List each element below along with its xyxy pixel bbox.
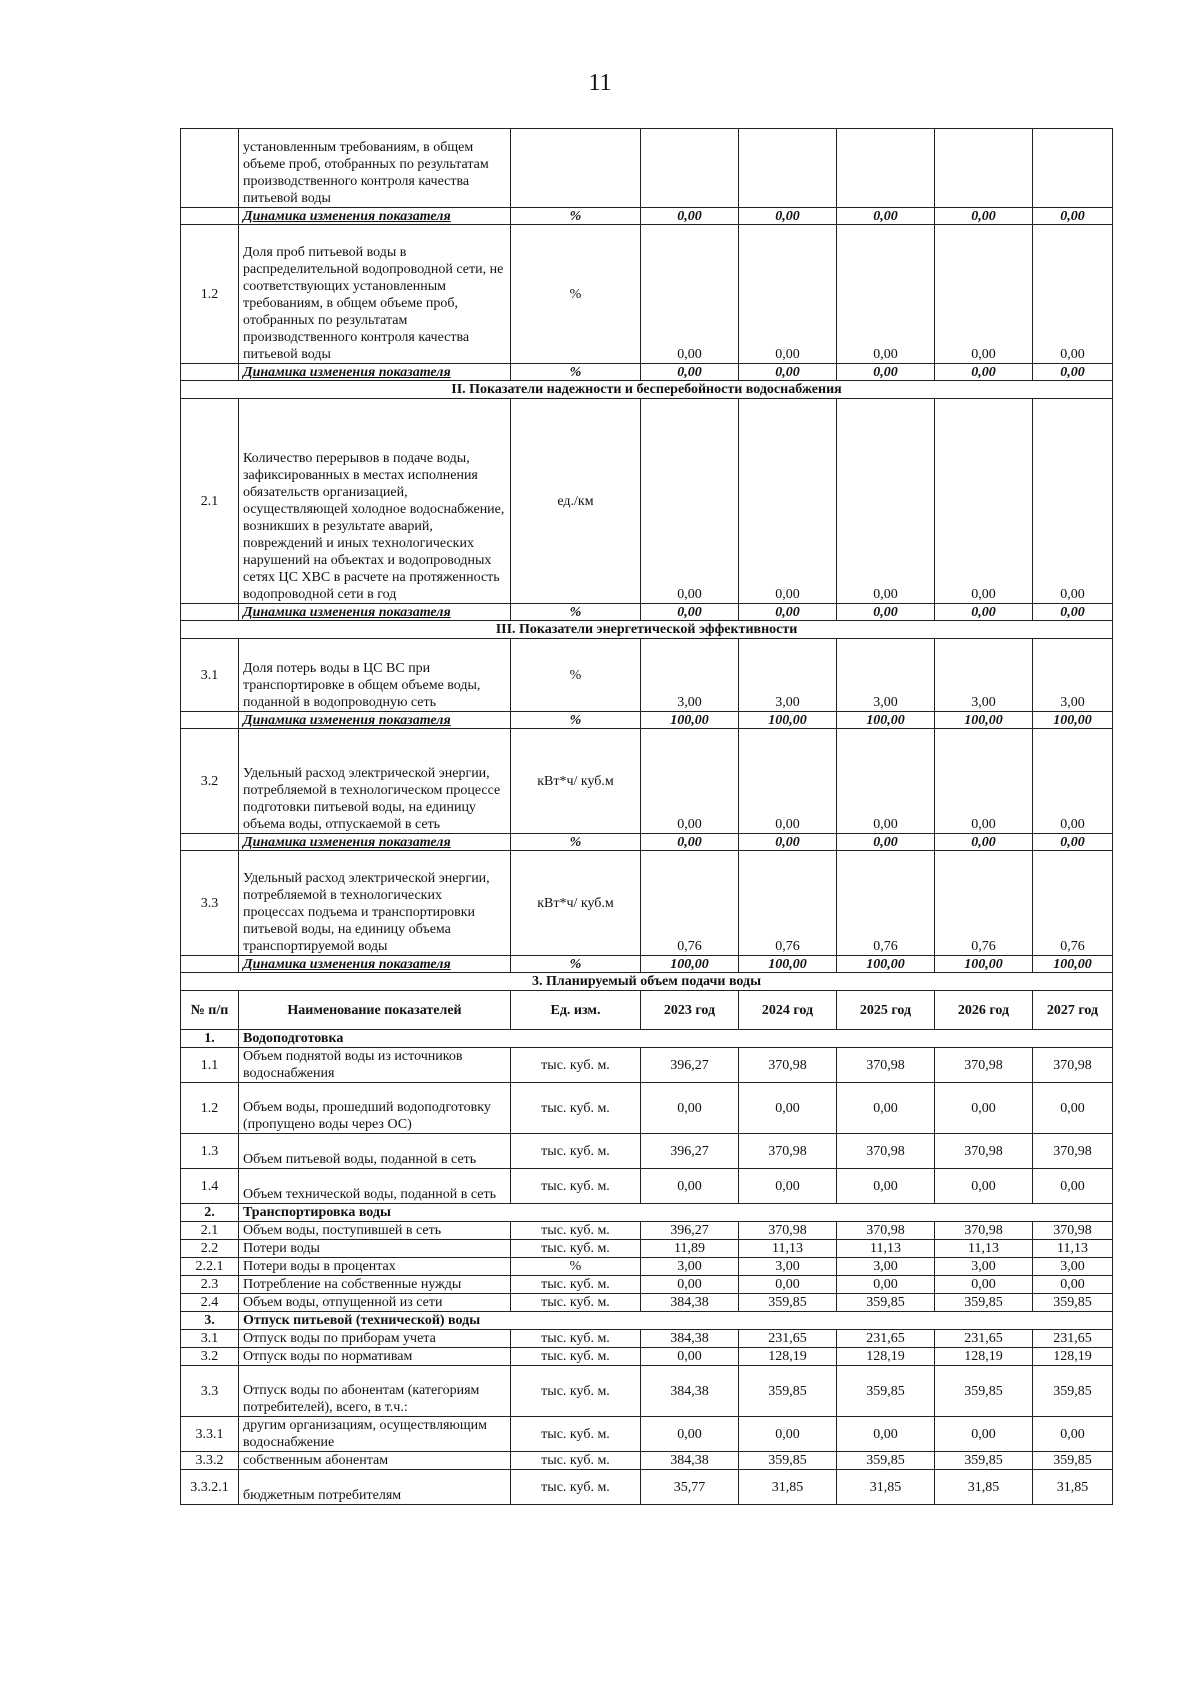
header-row	[181, 991, 1113, 1030]
column-header: 2023 год	[641, 991, 739, 1030]
value-cell: 370,98	[1033, 1222, 1113, 1240]
dynamics-row	[181, 364, 1113, 381]
value-cell: 0,00	[1033, 399, 1113, 604]
unit: тыс. куб. м.	[511, 1452, 641, 1470]
value-cell: 0,00	[739, 225, 837, 364]
value-cell: 100,00	[837, 956, 935, 973]
value-cell: 0,00	[1033, 1083, 1113, 1134]
value-cell: 0,00	[837, 1083, 935, 1134]
value-cell: 3,00	[935, 639, 1033, 712]
value-cell: 0,00	[641, 604, 739, 621]
value-cell: 0,00	[837, 1276, 935, 1294]
value-cell	[935, 129, 1033, 208]
indicator-name: Динамика изменения показателя	[239, 364, 511, 381]
row-number: 3.1	[181, 639, 239, 712]
value-cell: 231,65	[935, 1330, 1033, 1348]
part2-body	[181, 973, 1113, 1505]
value-cell: 0,00	[739, 834, 837, 851]
value-cell: 0,00	[837, 729, 935, 834]
volume-row	[181, 1048, 1113, 1083]
unit: тыс. куб. м.	[511, 1294, 641, 1312]
indicator-row	[181, 225, 1113, 364]
unit: тыс. куб. м.	[511, 1134, 641, 1169]
row-number: 1.3	[181, 1134, 239, 1169]
value-cell: 0,00	[1033, 729, 1113, 834]
value-cell: 0,00	[641, 729, 739, 834]
value-cell: 3,00	[1033, 1258, 1113, 1276]
column-header: 2025 год	[837, 991, 935, 1030]
unit: ед./км	[511, 399, 641, 604]
value-cell: 128,19	[1033, 1348, 1113, 1366]
row-number	[181, 604, 239, 621]
value-cell: 359,85	[1033, 1366, 1113, 1417]
group-row	[181, 1204, 1113, 1222]
value-cell: 370,98	[739, 1134, 837, 1169]
unit	[511, 129, 641, 208]
value-cell: 359,85	[837, 1452, 935, 1470]
value-cell: 128,19	[837, 1348, 935, 1366]
value-cell: 396,27	[641, 1134, 739, 1169]
unit: %	[511, 712, 641, 729]
indicator-name: Объем воды, отпущенной из сети	[239, 1294, 511, 1312]
section-title: III. Показатели энергетической эффективности	[181, 621, 1113, 639]
indicator-name: Объем питьевой воды, поданной в сеть	[239, 1134, 511, 1169]
value-cell: 370,98	[739, 1222, 837, 1240]
row-number: 2.2	[181, 1240, 239, 1258]
volume-row	[181, 1134, 1113, 1169]
row-number: 2.2.1	[181, 1258, 239, 1276]
value-cell: 0,00	[739, 364, 837, 381]
row-number: 2.4	[181, 1294, 239, 1312]
section-row	[181, 381, 1113, 399]
value-cell: 231,65	[1033, 1330, 1113, 1348]
row-number: 2.1	[181, 399, 239, 604]
value-cell: 0,00	[1033, 208, 1113, 225]
value-cell: 11,13	[739, 1240, 837, 1258]
value-cell: 396,27	[641, 1222, 739, 1240]
value-cell: 384,38	[641, 1330, 739, 1348]
value-cell: 0,76	[641, 851, 739, 956]
value-cell: 3,00	[935, 1258, 1033, 1276]
indicator-name: собственным абонентам	[239, 1452, 511, 1470]
column-header: № п/п	[181, 991, 239, 1030]
value-cell: 359,85	[739, 1294, 837, 1312]
value-cell: 370,98	[935, 1222, 1033, 1240]
value-cell: 0,00	[739, 208, 837, 225]
unit: тыс. куб. м.	[511, 1417, 641, 1452]
value-cell: 0,00	[641, 834, 739, 851]
value-cell: 359,85	[935, 1452, 1033, 1470]
value-cell: 0,76	[739, 851, 837, 956]
indicator-name: Количество перерывов в подаче воды, зафиксированных в местах исполнения обязательств организацией, осуществляющей холодное водоснабжение, возникших в результате аварий, повреждений и иных технологических нарушений на объектах и водопроводных сетях ЦС ХВС в расчете на протяженность водопроводной сети в год	[239, 399, 511, 604]
value-cell: 0,76	[935, 851, 1033, 956]
row-number: 2.1	[181, 1222, 239, 1240]
value-cell: 100,00	[837, 712, 935, 729]
group-row	[181, 1312, 1113, 1330]
value-cell: 0,76	[1033, 851, 1113, 956]
value-cell: 0,00	[1033, 364, 1113, 381]
value-cell: 0,00	[641, 399, 739, 604]
row-number: 3.2	[181, 1348, 239, 1366]
value-cell: 0,00	[837, 208, 935, 225]
row-number	[181, 364, 239, 381]
value-cell: 359,85	[837, 1366, 935, 1417]
row-number: 3.2	[181, 729, 239, 834]
value-cell	[739, 129, 837, 208]
value-cell: 100,00	[641, 712, 739, 729]
dynamics-row	[181, 604, 1113, 621]
dynamics-row	[181, 834, 1113, 851]
unit: тыс. куб. м.	[511, 1048, 641, 1083]
indicator-row	[181, 129, 1113, 208]
value-cell: 100,00	[739, 956, 837, 973]
value-cell: 31,85	[1033, 1470, 1113, 1505]
unit: тыс. куб. м.	[511, 1276, 641, 1294]
indicator-name: Отпуск воды по приборам учета	[239, 1330, 511, 1348]
indicators-table	[180, 128, 1113, 1505]
unit: кВт*ч/ куб.м	[511, 851, 641, 956]
value-cell: 11,13	[1033, 1240, 1113, 1258]
indicator-name: Удельный расход электрической энергии, потребляемой в технологическом процессе подготовки питьевой воды, на единицу объема воды, отпускаемой в сеть	[239, 729, 511, 834]
value-cell: 359,85	[739, 1366, 837, 1417]
value-cell: 0,00	[739, 729, 837, 834]
section-row	[181, 973, 1113, 991]
value-cell: 0,00	[837, 225, 935, 364]
value-cell: 231,65	[837, 1330, 935, 1348]
indicator-name: Объем воды, поступившей в сеть	[239, 1222, 511, 1240]
indicator-name: Отпуск воды по нормативам	[239, 1348, 511, 1366]
row-number: 1.2	[181, 225, 239, 364]
indicator-name: Объем воды, прошедший водоподготовку (пропущено воды через ОС)	[239, 1083, 511, 1134]
value-cell: 3,00	[1033, 639, 1113, 712]
row-number: 1.1	[181, 1048, 239, 1083]
value-cell: 31,85	[935, 1470, 1033, 1505]
value-cell: 0,00	[935, 208, 1033, 225]
value-cell: 0,00	[641, 1417, 739, 1452]
value-cell: 100,00	[1033, 712, 1113, 729]
dynamics-row	[181, 712, 1113, 729]
indicator-name: Объем технической воды, поданной в сеть	[239, 1169, 511, 1204]
value-cell	[1033, 129, 1113, 208]
row-number: 3.3.2.1	[181, 1470, 239, 1505]
group-title: Водоподготовка	[239, 1030, 1113, 1048]
row-number	[181, 712, 239, 729]
unit: %	[511, 208, 641, 225]
unit: тыс. куб. м.	[511, 1222, 641, 1240]
row-number	[181, 208, 239, 225]
indicator-row	[181, 851, 1113, 956]
row-number: 3.3.2	[181, 1452, 239, 1470]
indicator-row	[181, 639, 1113, 712]
value-cell: 370,98	[837, 1134, 935, 1169]
value-cell: 396,27	[641, 1048, 739, 1083]
indicator-name: Динамика изменения показателя	[239, 208, 511, 225]
value-cell: 0,00	[1033, 834, 1113, 851]
value-cell: 0,00	[935, 729, 1033, 834]
indicator-name: Потери воды	[239, 1240, 511, 1258]
value-cell: 0,00	[935, 225, 1033, 364]
indicator-name: Динамика изменения показателя	[239, 604, 511, 621]
value-cell: 100,00	[1033, 956, 1113, 973]
value-cell: 384,38	[641, 1294, 739, 1312]
unit: тыс. куб. м.	[511, 1240, 641, 1258]
volume-row	[181, 1417, 1113, 1452]
value-cell: 0,00	[641, 225, 739, 364]
value-cell: 0,00	[1033, 1417, 1113, 1452]
value-cell: 0,00	[1033, 604, 1113, 621]
indicator-name: Динамика изменения показателя	[239, 956, 511, 973]
volume-row	[181, 1294, 1113, 1312]
value-cell: 0,00	[1033, 1276, 1113, 1294]
value-cell: 100,00	[935, 956, 1033, 973]
value-cell: 0,00	[739, 1276, 837, 1294]
value-cell: 231,65	[739, 1330, 837, 1348]
value-cell: 11,89	[641, 1240, 739, 1258]
unit: тыс. куб. м.	[511, 1083, 641, 1134]
value-cell: 0,00	[739, 399, 837, 604]
value-cell: 0,00	[935, 604, 1033, 621]
value-cell: 0,00	[641, 208, 739, 225]
value-cell: 128,19	[935, 1348, 1033, 1366]
dynamics-row	[181, 208, 1113, 225]
value-cell: 0,00	[739, 1169, 837, 1204]
indicators-table-wrapper	[180, 128, 1112, 1505]
value-cell: 370,98	[935, 1048, 1033, 1083]
indicator-name: Отпуск воды по абонентам (категориям потребителей), всего, в т.ч.:	[239, 1366, 511, 1417]
row-number: 3.	[181, 1312, 239, 1330]
value-cell: 0,00	[641, 1348, 739, 1366]
column-header: 2024 год	[739, 991, 837, 1030]
unit: тыс. куб. м.	[511, 1470, 641, 1505]
indicator-name: Доля потерь воды в ЦС ВС при транспортировке в общем объеме воды, поданной в водопроводную сеть	[239, 639, 511, 712]
value-cell: 0,00	[837, 364, 935, 381]
indicator-name: Потери воды в процентах	[239, 1258, 511, 1276]
value-cell: 128,19	[739, 1348, 837, 1366]
volume-row	[181, 1222, 1113, 1240]
row-number: 3.3.1	[181, 1417, 239, 1452]
volume-row	[181, 1258, 1113, 1276]
value-cell: 0,00	[641, 1169, 739, 1204]
unit: %	[511, 364, 641, 381]
indicator-name: другим организациям, осуществляющим водоснабжение	[239, 1417, 511, 1452]
value-cell: 359,85	[1033, 1452, 1113, 1470]
value-cell: 0,00	[739, 1083, 837, 1134]
volume-row	[181, 1169, 1113, 1204]
section-title: II. Показатели надежности и бесперебойности водоснабжения	[181, 381, 1113, 399]
value-cell: 370,98	[837, 1222, 935, 1240]
indicator-name: установленным требованиям, в общем объеме проб, отобранных по результатам производственного контроля качества питьевой воды	[239, 129, 511, 208]
value-cell: 359,85	[739, 1452, 837, 1470]
indicator-name: Объем поднятой воды из источников водоснабжения	[239, 1048, 511, 1083]
value-cell: 384,38	[641, 1366, 739, 1417]
value-cell: 3,00	[739, 639, 837, 712]
indicator-row	[181, 729, 1113, 834]
column-header: 2027 год	[1033, 991, 1113, 1030]
section-row	[181, 621, 1113, 639]
volume-row	[181, 1276, 1113, 1294]
value-cell: 100,00	[641, 956, 739, 973]
unit: %	[511, 604, 641, 621]
unit: %	[511, 1258, 641, 1276]
value-cell: 0,00	[837, 834, 935, 851]
value-cell: 3,00	[837, 1258, 935, 1276]
value-cell: 0,00	[641, 364, 739, 381]
row-number	[181, 834, 239, 851]
value-cell: 370,98	[935, 1134, 1033, 1169]
unit: %	[511, 956, 641, 973]
unit: тыс. куб. м.	[511, 1348, 641, 1366]
value-cell: 0,76	[837, 851, 935, 956]
indicator-name: Динамика изменения показателя	[239, 834, 511, 851]
indicator-name: Динамика изменения показателя	[239, 712, 511, 729]
value-cell: 370,98	[1033, 1134, 1113, 1169]
value-cell	[837, 129, 935, 208]
value-cell: 0,00	[1033, 1169, 1113, 1204]
row-number: 3.1	[181, 1330, 239, 1348]
value-cell: 0,00	[641, 1083, 739, 1134]
indicator-row	[181, 399, 1113, 604]
group-title: Отпуск питьевой (технической) воды	[239, 1312, 1113, 1330]
value-cell: 0,00	[739, 604, 837, 621]
value-cell: 384,38	[641, 1452, 739, 1470]
row-number: 1.2	[181, 1083, 239, 1134]
column-header: 2026 год	[935, 991, 1033, 1030]
section-title: 3. Планируемый объем подачи воды	[181, 973, 1113, 991]
unit: %	[511, 834, 641, 851]
value-cell: 0,00	[739, 1417, 837, 1452]
indicator-name: Удельный расход электрической энергии, потребляемой в технологических процессах подъема и транспортировки питьевой воды, на единицу объема транспортируемой воды	[239, 851, 511, 956]
page-number: 11	[588, 70, 612, 96]
row-number: 3.3	[181, 1366, 239, 1417]
group-title: Транспортировка воды	[239, 1204, 1113, 1222]
indicator-name: Потребление на собственные нужды	[239, 1276, 511, 1294]
value-cell: 3,00	[837, 639, 935, 712]
group-row	[181, 1030, 1113, 1048]
value-cell	[641, 129, 739, 208]
unit: кВт*ч/ куб.м	[511, 729, 641, 834]
unit: тыс. куб. м.	[511, 1330, 641, 1348]
row-number: 2.	[181, 1204, 239, 1222]
unit: %	[511, 225, 641, 364]
unit: %	[511, 639, 641, 712]
column-header: Наименование показателей	[239, 991, 511, 1030]
volume-row	[181, 1452, 1113, 1470]
volume-row	[181, 1348, 1113, 1366]
value-cell: 0,00	[935, 364, 1033, 381]
value-cell: 359,85	[837, 1294, 935, 1312]
value-cell: 0,00	[837, 399, 935, 604]
row-number: 1.	[181, 1030, 239, 1048]
indicator-name: бюджетным потребителям	[239, 1470, 511, 1505]
value-cell: 370,98	[837, 1048, 935, 1083]
value-cell: 3,00	[641, 639, 739, 712]
row-number: 1.4	[181, 1169, 239, 1204]
value-cell: 100,00	[935, 712, 1033, 729]
volume-row	[181, 1366, 1113, 1417]
value-cell: 359,85	[935, 1294, 1033, 1312]
volume-row	[181, 1083, 1113, 1134]
row-number: 3.3	[181, 851, 239, 956]
indicator-name: Доля проб питьевой воды в распределительной водопроводной сети, не соответствующих установленным требованиям, в общем объеме проб, отобранных по результатам производственного контроля качества питьевой воды	[239, 225, 511, 364]
value-cell: 31,85	[739, 1470, 837, 1505]
value-cell: 0,00	[837, 604, 935, 621]
value-cell: 3,00	[641, 1258, 739, 1276]
value-cell: 0,00	[935, 834, 1033, 851]
value-cell: 0,00	[837, 1169, 935, 1204]
value-cell: 31,85	[837, 1470, 935, 1505]
value-cell: 0,00	[935, 1169, 1033, 1204]
unit: тыс. куб. м.	[511, 1366, 641, 1417]
value-cell: 359,85	[1033, 1294, 1113, 1312]
value-cell: 100,00	[739, 712, 837, 729]
value-cell: 0,00	[935, 1417, 1033, 1452]
value-cell: 0,00	[641, 1276, 739, 1294]
value-cell: 359,85	[935, 1366, 1033, 1417]
value-cell: 0,00	[935, 1083, 1033, 1134]
value-cell: 0,00	[1033, 225, 1113, 364]
row-number: 2.3	[181, 1276, 239, 1294]
value-cell: 0,00	[837, 1417, 935, 1452]
value-cell: 3,00	[739, 1258, 837, 1276]
unit: тыс. куб. м.	[511, 1169, 641, 1204]
value-cell: 0,00	[935, 399, 1033, 604]
row-number	[181, 956, 239, 973]
column-header: Ед. изм.	[511, 991, 641, 1030]
value-cell: 11,13	[837, 1240, 935, 1258]
value-cell: 35,77	[641, 1470, 739, 1505]
value-cell: 0,00	[935, 1276, 1033, 1294]
part1-body	[181, 129, 1113, 973]
value-cell: 11,13	[935, 1240, 1033, 1258]
dynamics-row	[181, 956, 1113, 973]
value-cell: 370,98	[739, 1048, 837, 1083]
volume-row	[181, 1470, 1113, 1505]
volume-row	[181, 1240, 1113, 1258]
value-cell: 370,98	[1033, 1048, 1113, 1083]
volume-row	[181, 1330, 1113, 1348]
row-number	[181, 129, 239, 208]
